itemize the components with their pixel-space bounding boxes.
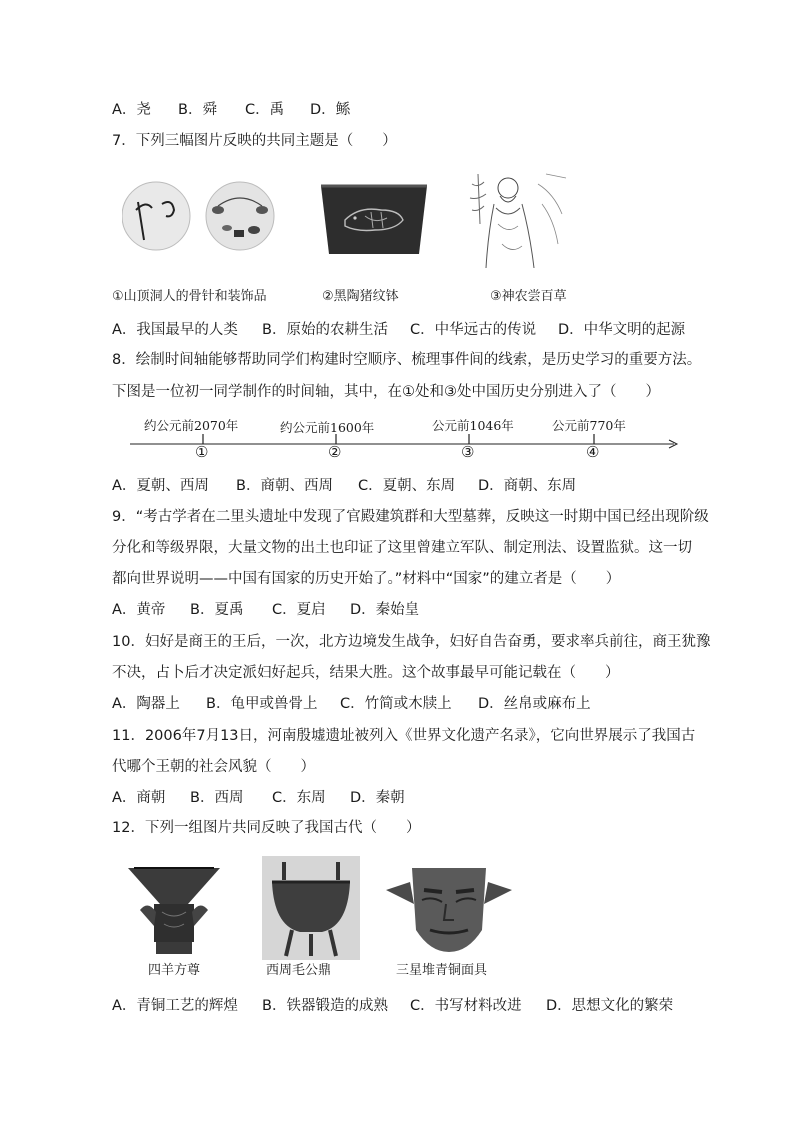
q7-caption-1: ①山顶洞人的骨针和装饰品 xyxy=(112,289,267,304)
q8-option-c: C．夏朝、东周 xyxy=(358,478,456,494)
q7-option-d: D．中华文明的起源 xyxy=(558,322,686,338)
q10-stem-line1: 10．妇好是商王的王后，一次，北方边境发生战争，妇好自告奋勇，要求率兵前往，商王犹豫 xyxy=(112,634,711,650)
q8-option-b: B．商朝、西周 xyxy=(236,478,333,494)
q11-option-b: B．西周 xyxy=(190,790,244,806)
q10-option-b: B．龟甲或兽骨上 xyxy=(206,696,318,712)
q10-option-a: A．陶器上 xyxy=(112,696,180,712)
timeline-label-3: 公元前1046年 xyxy=(432,418,514,433)
bone-needle-ornaments-image xyxy=(122,180,278,252)
q9-stem-line2: 分化和等级界限，大量文物的出土也印证了这里曾建立军队、制定刑法、设置监狱。这一切 xyxy=(112,540,692,556)
black-pottery-pig-bowl-image xyxy=(315,180,433,260)
q12-caption-2: 西周毛公鼎 xyxy=(266,963,332,978)
timeline-label-1: 约公元前2070年 xyxy=(144,418,239,433)
q12-caption-1: 四羊方尊 xyxy=(148,963,201,978)
q12-option-c: C．书写材料改进 xyxy=(410,998,522,1014)
q9-option-d: D．秦始皇 xyxy=(350,602,420,618)
q11-stem-line1: 11．2006年7月13日，河南殷墟遗址被列入《世界文化遗产名录》，它向世界展示了我国古 xyxy=(112,728,696,744)
q12-caption-3: 三星堆青铜面具 xyxy=(396,963,488,978)
timeline-marker-1: ① xyxy=(195,443,209,461)
sanxingdui-bronze-mask-image xyxy=(384,860,514,956)
q9-stem-line1: 9．“考古学者在二里头遗址中发现了官殿建筑群和大型墓葬，反映这一时期中国已经出现阶级 xyxy=(112,509,709,525)
shennong-drawing-image xyxy=(458,164,570,270)
q12-option-b: B．铁器锻造的成熟 xyxy=(262,998,388,1014)
q7-option-c: C．中华远古的传说 xyxy=(410,322,537,338)
q8-stem-line1: 8．绘制时间轴能够帮助同学们构建时空顺序、梳理事件间的线索，是历史学习的重要方法。 xyxy=(112,352,702,368)
q6-option-d: D．鲧 xyxy=(310,102,351,118)
q7-stem: 7．下列三幅图片反映的共同主题是（ ） xyxy=(112,133,397,149)
q12-option-d: D．思想文化的繁荣 xyxy=(546,998,674,1014)
q11-option-c: C．东周 xyxy=(272,790,326,806)
q8-stem-line2: 下图是一位初一同学制作的时间轴，其中，在①处和③处中国历史分别进入了（ ） xyxy=(112,384,660,400)
q9-stem-line3: 都向世界说明——中国有国家的历史开始了。”材料中“国家”的建立者是（ ） xyxy=(112,571,621,587)
q7-option-b: B．原始的农耕生活 xyxy=(262,322,388,338)
q6-option-b: B．舜 xyxy=(178,102,217,118)
timeline-label-2: 约公元前1600年 xyxy=(280,420,375,435)
q6-option-a: A．尧 xyxy=(112,102,151,118)
q8-option-d: D．商朝、东周 xyxy=(478,478,577,494)
q9-option-c: C．夏启 xyxy=(272,602,326,618)
q7-option-a: A．我国最早的人类 xyxy=(112,322,238,338)
q11-option-a: A．商朝 xyxy=(112,790,166,806)
q9-option-a: A．黄帝 xyxy=(112,602,166,618)
q10-option-c: C．竹简或木牍上 xyxy=(340,696,452,712)
q11-option-d: D．秦朝 xyxy=(350,790,405,806)
q10-option-d: D．丝帛或麻布上 xyxy=(478,696,591,712)
timeline-marker-3: ③ xyxy=(461,443,475,461)
q7-caption-2: ②黑陶猪纹钵 xyxy=(322,289,399,304)
mao-gong-ding-image xyxy=(262,856,360,960)
q7-caption-3: ③神农尝百草 xyxy=(490,289,567,304)
q12-option-a: A．青铜工艺的辉煌 xyxy=(112,998,238,1014)
four-ram-square-zun-image xyxy=(124,864,224,956)
q11-stem-line2: 代哪个王朝的社会风貌（ ） xyxy=(112,759,315,775)
q9-option-b: B．夏禹 xyxy=(190,602,244,618)
q10-stem-line2: 不决，占卜后才决定派妇好起兵，结果大胜。这个故事最早可能记载在（ ） xyxy=(112,665,620,681)
timeline-label-4: 公元前770年 xyxy=(552,418,626,433)
q12-stem: 12．下列一组图片共同反映了我国古代（ ） xyxy=(112,820,421,836)
q8-option-a: A．夏朝、西周 xyxy=(112,478,209,494)
timeline-axis xyxy=(128,432,684,452)
q6-option-c: C．禹 xyxy=(245,102,285,118)
timeline-marker-4: ④ xyxy=(586,443,600,461)
timeline-marker-2: ② xyxy=(328,443,342,461)
